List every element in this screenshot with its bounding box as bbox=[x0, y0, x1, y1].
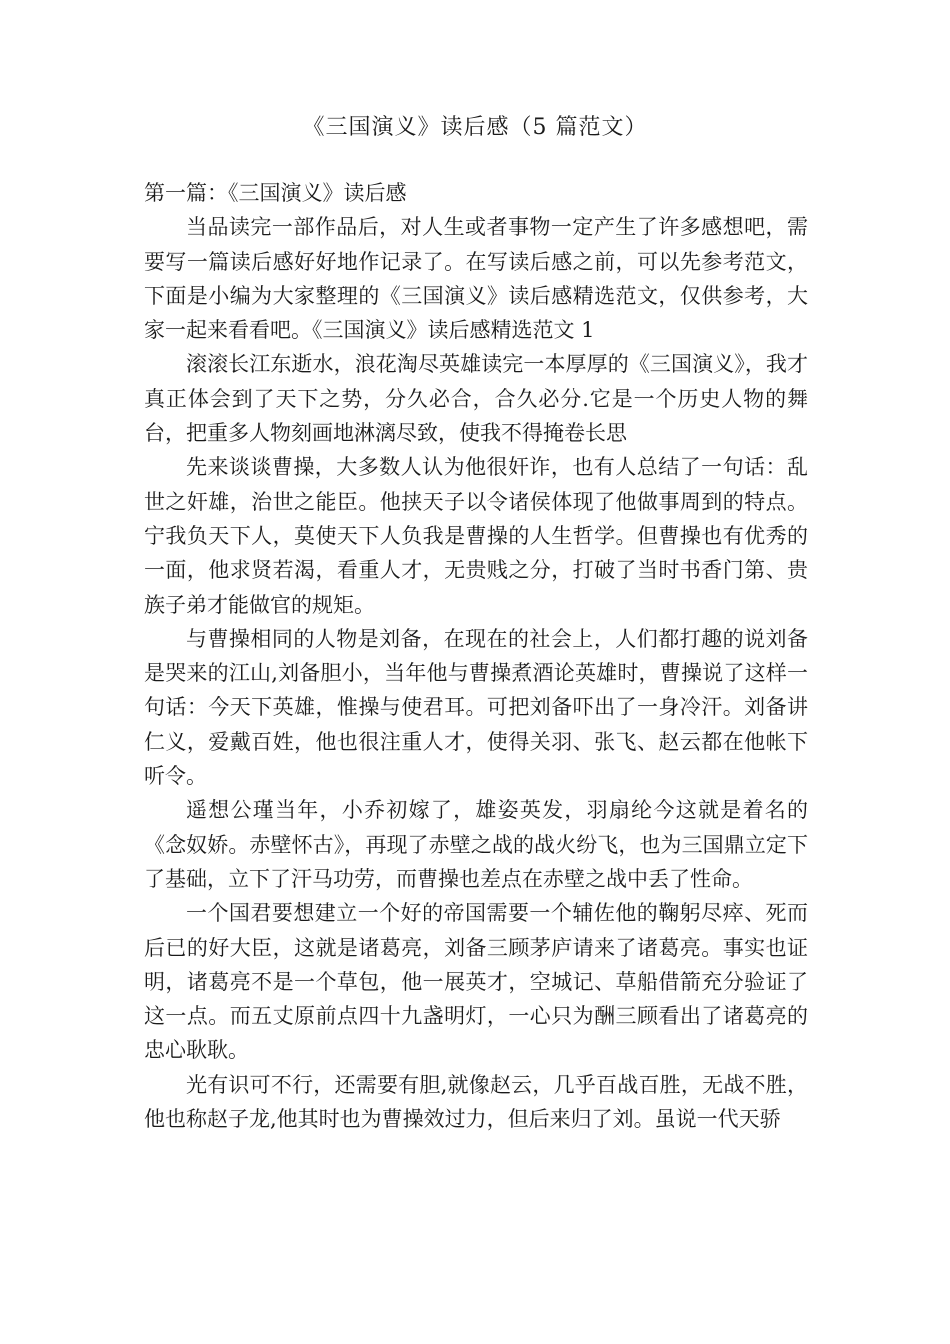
paragraph: 先来谈谈曹操，大多数人认为他很奸诈，也有人总结了一句话：乱世之奸雄，治世之能臣。他挟天子以令诸侯体现了他做事周到的特点。宁我负天下人，莫使天下人负我是曹操的人生哲学。但曹操也有优秀的一面，他求贤若渴，看重人才，无贵贱之分，打破了当时书香门第、贵族子弟才能做官的规矩。 bbox=[144, 455, 808, 617]
paragraph: 滚滚长江东逝水，浪花淘尽英雄读完一本厚厚的《三国演义》，我才真正体会到了天下之势，分久必合，合久必分.它是一个历史人物的舞台，把重多人物刻画地淋漓尽致，使我不得掩卷长思 bbox=[144, 352, 808, 446]
paragraph: 当品读完一部作品后，对人生或者事物一定产生了许多感想吧，需要写一篇读后感好好地作记录了。在写读后感之前，可以先参考范文，下面是小编为大家整理的《三国演义》读后感精选范文，仅供参考，大家一起来看看吧。《三国演义》读后感精选范文 1 bbox=[144, 215, 808, 343]
paragraph: 与曹操相同的人物是刘备，在现在的社会上，人们都打趣的说刘备是哭来的江山,刘备胆小，当年他与曹操煮酒论英雄时，曹操说了这样一句话：今天下英雄，惟操与使君耳。可把刘备吓出了一身冷汗。刘备讲仁义，爱戴百姓，他也很注重人才，使得关羽、张飞、赵云都在他帐下听令。 bbox=[144, 626, 808, 789]
paragraph: 光有识可不行，还需要有胆,就像赵云，几乎百战百胜，无战不胜，他也称赵子龙,他其时也为曹操效过力，但后来归了刘。虽说一代天骄 bbox=[144, 1072, 808, 1132]
paragraph: 遥想公瑾当年，小乔初嫁了，雄姿英发，羽扇纶今这就是着名的《念奴娇。赤壁怀古》，再现了赤壁之战的战火纷飞，也为三国鼎立定下了基础，立下了汗马功劳，而曹操也差点在赤壁之战中丢了性命。 bbox=[144, 798, 808, 891]
section-heading: 第一篇：《三国演义》读后感 bbox=[144, 181, 407, 205]
paragraph: 一个国君要想建立一个好的帝国需要一个辅佐他的鞠躬尽瘁、死而后已的好大臣，这就是诸葛亮，刘备三顾茅庐请来了诸葛亮。事实也证明，诸葛亮不是一个草包，他一展英才，空城记、草船借箭充分验证了这一点。而五丈原前点四十九盏明灯，一心只为酬三顾看出了诸葛亮的忠心耿耿。 bbox=[144, 901, 808, 1063]
document-title: 《三国演义》读后感（5 篇范文） bbox=[302, 115, 648, 140]
document-body bbox=[144, 176, 808, 1136]
